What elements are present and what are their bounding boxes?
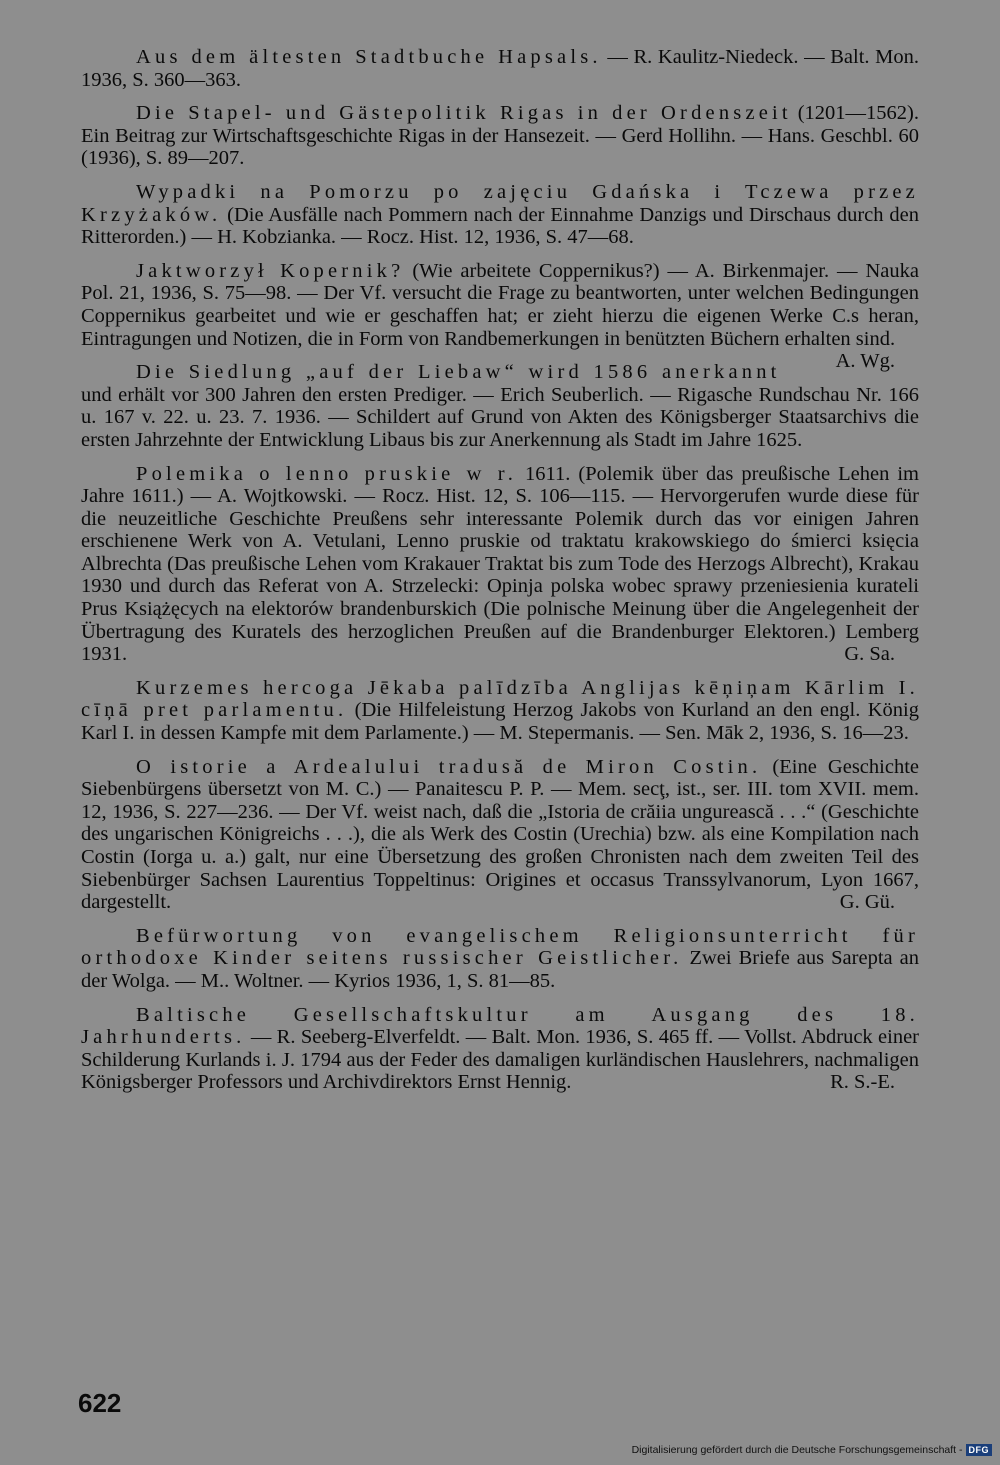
bibliography-entry bbox=[81, 925, 919, 993]
entry-title: Kurzemes hercoga Jēkaba palīdzība Anglijas kēņiņam Kārlim I. cīņā pret parlamentu. bbox=[81, 676, 919, 722]
entry-title: Die Siedlung „auf der Liebaw“ wird 1586 anerkannt bbox=[136, 361, 781, 384]
bibliography-entry bbox=[81, 102, 919, 170]
entry-body: — R. Kaulitz-Niedeck. — Balt. Mon. 1936, S. 360—363. bbox=[81, 46, 919, 91]
entry-title: Die Stapel- und Gästepolitik Rigas in der Ordenszeit bbox=[136, 102, 792, 125]
entry-title: Polemika o lenno pruskie w r. bbox=[136, 462, 518, 485]
reviewer-signature: G. Sa. bbox=[844, 643, 895, 666]
entry-title: Aus dem ältesten Stadtbuche Hapsals. bbox=[136, 46, 602, 68]
bibliography-entry bbox=[81, 181, 919, 249]
entry-title: Jaktworzył Kopernik? bbox=[136, 259, 405, 282]
digitization-footer bbox=[632, 1444, 992, 1456]
reviewer-signature: R. S.-E. bbox=[830, 1071, 895, 1094]
entry-title: O istorie a Ardealului tradusă de Miron Costin. bbox=[136, 755, 762, 778]
footer-text: Digitalisierung gefördert durch die Deutsche Forschungsgemeinschaft - bbox=[631, 1444, 963, 1456]
entry-title: Befürwortung von evangelischem Religionsunterricht für orthodoxe Kinder seitens russischer Geistlicher. bbox=[81, 924, 919, 970]
reviewer-signature: G. Gü. bbox=[839, 891, 895, 914]
entry-body: (Eine Geschichte Siebenbürgens übersetzt von M. C.) — Panaitescu P. P. — Mem. secţ, ist., ser. III. tom XVII. mem. 12, 1936, S. 227—236. — Der Vf. weist nach, daß die „Istoria de crăiia ungurească . . .“ (Geschichte des ungarischen Königreichs . . .), die als Werk des Costin (Urechia) bzw. als eine Kompilation nach Costin (Iorga u. a.) galt, nur eine Übersetzung des großen Chronisten nach dem zweiten Teil des Siebenbürger Sachsen Laurentius Toppeltinus: Origines et occasus Transsylvanorum, Lyon 1667, dargestellt. bbox=[81, 755, 919, 914]
entry-body: (1201—1562). Ein Beitrag zur Wirtschaftsgeschichte Rigas in der Hansezeit. — Gerd Hollihn. — Hans. Geschbl. 60 (1936), S. 89—207. bbox=[81, 102, 920, 170]
bibliography-entry bbox=[81, 1004, 919, 1094]
reviewer-signature: A. Wg. bbox=[835, 350, 895, 373]
entry-body: (Die Ausfälle nach Pommern nach der Einnahme Danzigs und Dirschaus durch den Ritterorden.) — H. Kobzianka. — Rocz. Hist. 12, 1936, S. 47—68. bbox=[81, 203, 919, 249]
entry-body: (Wie arbeitete Coppernikus?) — A. Birkenmajer. — Nauka Pol. 21, 1936, S. 75—98. — Der Vf. versucht die Frage zu beantworten, unter welchen Bedingungen Coppernikus gearbeitet und wie er geschaffen hat; er zieht hierzu die eigenen Werke C.s heran, Eintragungen und Notizen, die in Form von Randbemerkungen in benützten Büchern erhalten sind. bbox=[81, 259, 919, 350]
bibliography-entry bbox=[81, 756, 919, 914]
page-number: 622 bbox=[78, 1388, 122, 1418]
bibliography-entry bbox=[81, 677, 919, 745]
document-page bbox=[81, 46, 919, 1105]
entry-body: (Die Hilfeleistung Herzog Jakobs von Kurland an den engl. König Karl I. in dessen Kampfe mit dem Parlamente.) — M. Stepermanis. — Sen. Māk 2, 1936, S. 16—23. bbox=[81, 699, 919, 745]
entry-title: Wypadki na Pomorzu po zajęciu Gdańska i Tczewa przez Krzyżaków. bbox=[81, 180, 919, 226]
bibliography-entry bbox=[81, 361, 919, 451]
entry-title: Baltische Gesellschaftskultur am Ausgang des 18. Jahrhunderts. bbox=[81, 1003, 919, 1049]
entry-body: 1611. (Polemik über das preußische Lehen im Jahre 1611.) — A. Wojtkowski. — Rocz. Hist. 12, S. 106—115. — Hervorgerufen wurde diese für die neuzeitliche Geschichte Preußens sehr interessante Polemik durch das vor einigen Jahren erschienene Werk von A. Vetulani, Lenno pruskie od traktatu krakowskiego do śmierci księcia Albrechta (Das preußische Lehen vom Krakauer Traktat bis zum Tode des Herzogs Albrecht), Krakau 1930 und durch das Referat von A. Strzelecki: Opinja polska wobec sprawy przeniesienia kurateli Prus Książęcych na elektorów brandenburskich (Die polnische Meinung über die Angelegenheit der Übertragung des Kuratels des herzoglichen Preußen auf die Brandenburger Elektoren.) Lemberg 1931. bbox=[81, 462, 919, 666]
bibliography-entry bbox=[81, 46, 919, 91]
entry-body: und erhält vor 300 Jahren den ersten Prediger. — Erich Seuberlich. — Rigasche Rundschau Nr. 166 u. 167 v. 22. u. 23. 7. 1936. — Schildert auf Grund von Akten des Königsberger Staatsarchivs die ersten Jahrzehnte der Entwicklung Libaus bis zur Anerkennung als Stadt im Jahre 1625. bbox=[81, 383, 919, 451]
entry-body: Zwei Briefe aus Sarepta an der Wolga. — M.. Woltner. — Kyrios 1936, 1, S. 81—85. bbox=[81, 947, 919, 992]
bibliography-entry bbox=[81, 463, 919, 666]
dfg-logo: DFG bbox=[966, 1444, 993, 1456]
entry-body: — R. Seeberg-Elverfeldt. — Balt. Mon. 1936, S. 465 ff. — Vollst. Abdruck einer Schilderung Kurlands i. J. 1794 aus der Feder des damaligen kurländischen Hauslehrers, nachmaligen Königsberger Professors und Archivdirektors Ernst Hennig. bbox=[81, 1026, 919, 1094]
